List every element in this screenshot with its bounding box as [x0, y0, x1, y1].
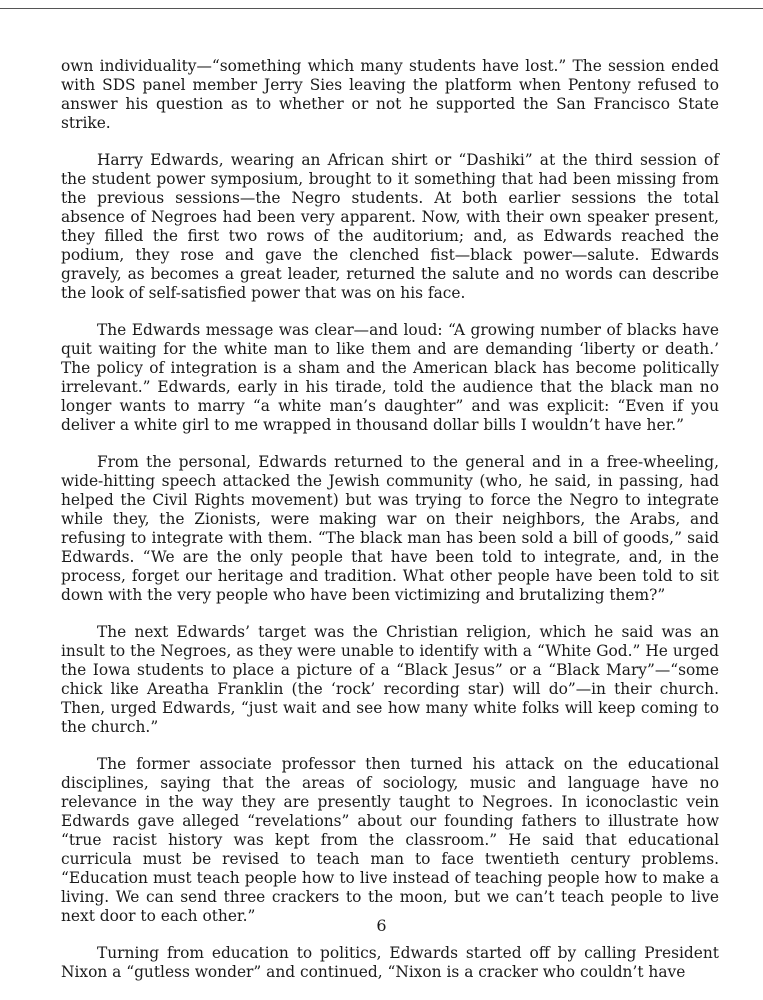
- paragraph-7: Turning from education to politics, Edwards started off by calling President Nixon a “gutless wonder” and continued, “Nixon is a cracker who couldn’t have: [61, 944, 719, 981]
- paragraph-3: The Edwards message was clear—and loud: “A growing number of blacks have quit waiting for the white man to like them and are demanding ‘liberty or death.’ The policy of integration is a sham and the American black has become politically irrelevant.” Edwards, early in his tirade, told the audience that the black man no longer wants to marry “a white man’s daughter” and was explicit: “Even if you deliver a white girl to me wrapped in thousand dollar bills I wouldn’t have her.”: [61, 321, 719, 434]
- paragraph-1: own individuality—“something which many students have lost.” The session ended with SDS panel member Jerry Sies leaving the platform when Pentony refused to answer his question as to whether or not he supported the San Francisco State strike.: [61, 57, 719, 132]
- paragraph-2: Harry Edwards, wearing an African shirt or “Dashiki” at the third session of the student power symposium, brought to it something that had been missing from the previous sessions—the Negro students. At both earlier sessions the total absence of Negroes had been very apparent. Now, with their own speaker present, they filled the first two rows of the auditorium; and, as Edwards reached the podium, they rose and gave the clenched fist—black power—salute. Edwards gravely, as becomes a great leader, returned the salute and no words can describe the look of self-satisfied power that was on his face.: [61, 151, 719, 302]
- document-body: [61, 57, 719, 1000]
- paragraph-5: The next Edwards’ target was the Christian religion, which he said was an insult to the Negroes, as they were unable to identify with a “White God.” He urged the Iowa students to place a picture of a “Black Jesus” or a “Black Mary”—“some chick like Areatha Franklin (the ‘rock’ recording star) will do”—in their church. Then, urged Edwards, “just wait and see how many white folks will keep coming to the church.”: [61, 623, 719, 736]
- paragraph-6: The former associate professor then turned his attack on the educational disciplines, saying that the areas of sociology, music and language have no relevance in the way they are presently taught to Negroes. In iconoclastic vein Edwards gave alleged “revelations” about our founding fathers to illustrate how “true racist history was kept from the classroom.” He said that educational curricula must be revised to teach man to face twentieth century problems. “Education must teach people how to live instead of teaching people how to make a living. We can send three crackers to the moon, but we can’t teach people to live next door to each other.”: [61, 755, 719, 925]
- paragraph-4: From the personal, Edwards returned to the general and in a free-wheeling, wide-hitting speech attacked the Jewish community (who, he said, in passing, had helped the Civil Rights movement) but was trying to force the Negro to integrate while they, the Zionists, were making war on their neighbors, the Arabs, and refusing to integrate with them. “The black man has been sold a bill of goods,” said Edwards. “We are the only people that have been told to integrate, and, in the process, forget our heritage and tradition. What other people have been told to sit down with the very people who have been victimizing and brutalizing them?”: [61, 453, 719, 604]
- top-border-rule: [0, 8, 763, 9]
- page-number: 6: [376, 916, 387, 935]
